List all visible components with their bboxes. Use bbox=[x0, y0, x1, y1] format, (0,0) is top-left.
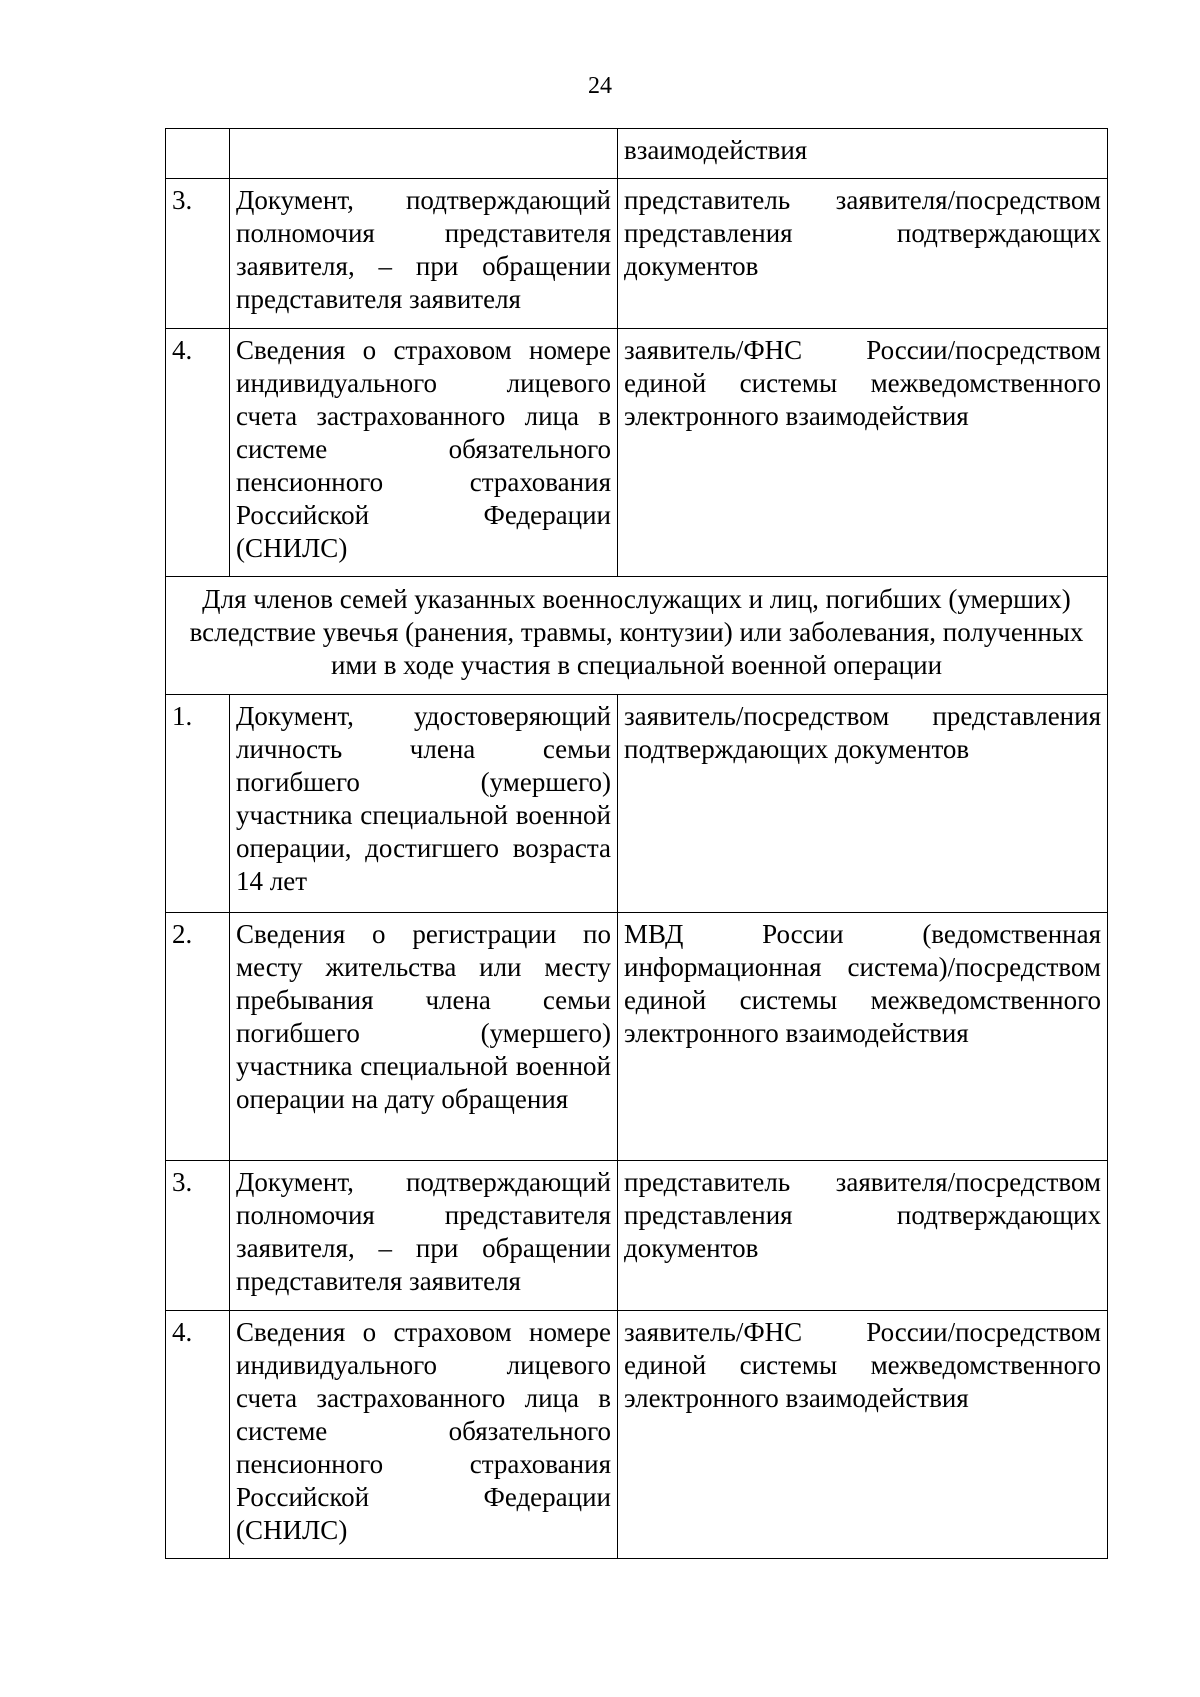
page-number: 24 bbox=[588, 73, 612, 99]
row-number: 3. bbox=[166, 1161, 230, 1311]
document-name: Документ, подтверждающий полномочия представителя заявителя, – при обращении представителя заявителя bbox=[230, 179, 618, 329]
row-number: 3. bbox=[166, 179, 230, 329]
document-name: Документ, подтверждающий полномочия представителя заявителя, – при обращении представителя заявителя bbox=[230, 1161, 618, 1311]
table-row bbox=[166, 179, 1108, 329]
document-name: Сведения о страховом номере индивидуального лицевого счета застрахованного лица в системе обязательного пенсионного страхования Российской Федерации (СНИЛС) bbox=[230, 1311, 618, 1559]
table-row bbox=[166, 1161, 1108, 1311]
row-number: 4. bbox=[166, 1311, 230, 1559]
row-number bbox=[166, 129, 230, 179]
document-name: Сведения о регистрации по месту жительства или месту пребывания члена семьи погибшего (умершего) участника специальной военной операции на дату обращения bbox=[230, 913, 618, 1161]
document-name: Документ, удостоверяющий личность члена семьи погибшего (умершего) участника специальной военной операции, достигшего возраста 14 лет bbox=[230, 695, 618, 913]
table-row bbox=[166, 1311, 1108, 1559]
documents-table bbox=[165, 128, 1108, 1559]
document-source: МВД России (ведомственная информационная система)/посредством единой системы межведомственного электронного взаимодействия bbox=[618, 913, 1108, 1161]
row-number: 1. bbox=[166, 695, 230, 913]
table-row bbox=[166, 695, 1108, 913]
section-title: Для членов семей указанных военнослужащих и лиц, погибших (умерших) вследствие увечья (ранения, травмы, контузии) или заболевания, полученных ими в ходе участия в специальной военной операции bbox=[166, 577, 1108, 695]
table-row bbox=[166, 329, 1108, 577]
document-source: заявитель/ФНС России/посредством единой системы межведомственного электронного взаимодействия bbox=[618, 329, 1108, 577]
row-number: 2. bbox=[166, 913, 230, 1161]
document-source: заявитель/ФНС России/посредством единой системы межведомственного электронного взаимодействия bbox=[618, 1311, 1108, 1559]
row-number: 4. bbox=[166, 329, 230, 577]
document-source: заявитель/посредством представления подтверждающих документов bbox=[618, 695, 1108, 913]
document-source: взаимодействия bbox=[618, 129, 1108, 179]
section-header-row bbox=[166, 577, 1108, 695]
table-row bbox=[166, 913, 1108, 1161]
document-name: Сведения о страховом номере индивидуального лицевого счета застрахованного лица в системе обязательного пенсионного страхования Российской Федерации (СНИЛС) bbox=[230, 329, 618, 577]
document-source: представитель заявителя/посредством представления подтверждающих документов bbox=[618, 179, 1108, 329]
table-row bbox=[166, 129, 1108, 179]
document-name bbox=[230, 129, 618, 179]
document-source: представитель заявителя/посредством представления подтверждающих документов bbox=[618, 1161, 1108, 1311]
